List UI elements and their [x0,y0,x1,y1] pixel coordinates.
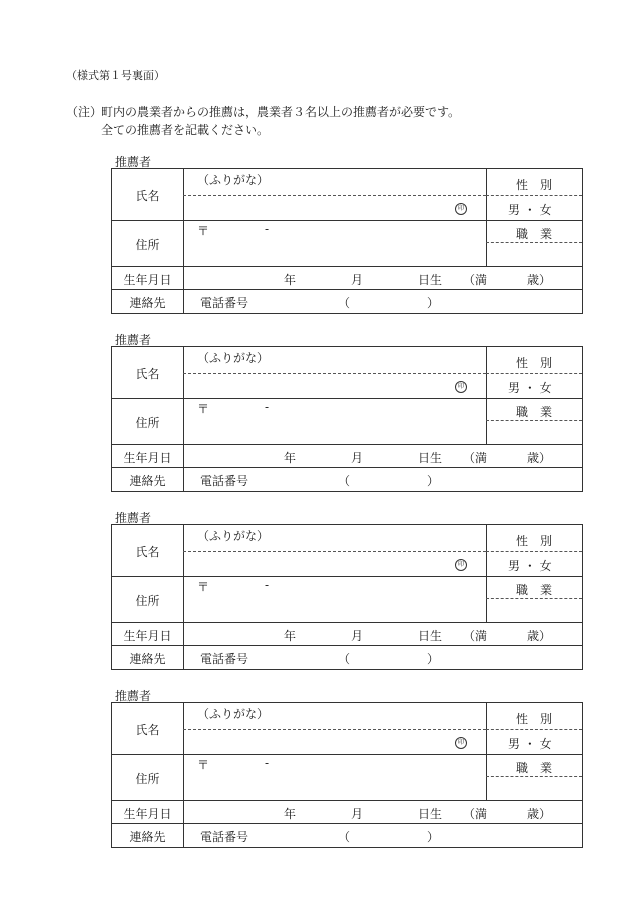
paren-open: （ [338,296,351,310]
gender-options[interactable]: 男 ・ 女 [508,737,552,751]
birthdate-field[interactable] [187,625,577,643]
block-title: 推薦者 [115,511,152,525]
postal-hyphen: - [265,400,270,414]
year-label: 年 [284,451,297,465]
recommender-block [111,331,583,503]
year-label: 年 [284,807,297,821]
age-open-label: （満 [463,273,488,287]
occupation-field[interactable] [490,779,578,797]
recommender-table [111,168,583,314]
occupation-label: 職 業 [516,761,553,775]
recommender-block [111,153,583,325]
address-field[interactable] [187,401,482,441]
day-born-label: 日生 [418,451,443,465]
paren-close: ） [427,296,440,310]
name-label: 氏名 [135,723,160,737]
postal-hyphen: - [265,578,270,592]
name-label: 氏名 [135,367,160,381]
month-label: 月 [351,807,364,821]
age-close-label: 歳） [527,273,552,287]
phone-label: 電話番号 [200,830,249,844]
birthdate-field[interactable] [187,803,577,821]
age-close-label: 歳） [527,451,552,465]
name-label: 氏名 [135,545,160,559]
month-label: 月 [351,273,364,287]
occupation-field[interactable] [490,601,578,619]
day-born-label: 日生 [418,629,443,643]
phone-field[interactable] [262,470,577,488]
postal-mark: 〒 [197,758,210,772]
phone-label: 電話番号 [200,474,249,488]
furigana-field[interactable] [187,528,482,548]
contact-label: 連絡先 [129,474,166,488]
birthdate-label: 生年月日 [123,807,172,821]
phone-field[interactable] [262,292,577,310]
furigana-field[interactable] [187,350,482,370]
postal-hyphen: - [265,222,270,236]
birthdate-field[interactable] [187,447,577,465]
age-open-label: （満 [463,629,488,643]
name-field[interactable] [187,732,449,752]
occupation-field[interactable] [490,423,578,441]
recommender-table [111,524,583,670]
birthdate-label: 生年月日 [123,273,172,287]
block-title: 推薦者 [115,155,152,169]
day-born-label: 日生 [418,807,443,821]
block-title: 推薦者 [115,333,152,347]
month-label: 月 [351,451,364,465]
occupation-label: 職 業 [516,405,553,419]
furigana-label: （ふりがな） [197,529,270,543]
name-label: 氏名 [135,189,160,203]
address-label: 住所 [135,416,160,430]
phone-field[interactable] [262,826,577,844]
furigana-field[interactable] [187,172,482,192]
phone-label: 電話番号 [200,296,249,310]
phone-label: 電話番号 [200,652,249,666]
furigana-label: （ふりがな） [197,173,270,187]
block-title: 推薦者 [115,689,152,703]
occupation-label: 職 業 [516,227,553,241]
gender-label: 性 別 [516,356,553,370]
postal-mark: 〒 [197,224,210,238]
paren-close: ） [427,474,440,488]
recommender-block [111,509,583,681]
address-field[interactable] [187,579,482,619]
furigana-field[interactable] [187,706,482,726]
paren-close: ） [427,830,440,844]
name-field[interactable] [187,554,449,574]
name-field[interactable] [187,198,449,218]
paren-open: （ [338,652,351,666]
gender-label: 性 別 [516,712,553,726]
contact-label: 連絡先 [129,830,166,844]
contact-label: 連絡先 [129,652,166,666]
seal-mark: 印 [455,203,467,215]
postal-mark: 〒 [197,402,210,416]
year-label: 年 [284,629,297,643]
address-field[interactable] [187,757,482,797]
address-field[interactable] [187,223,482,263]
gender-options[interactable]: 男 ・ 女 [508,559,552,573]
age-open-label: （満 [463,451,488,465]
gender-options[interactable]: 男 ・ 女 [508,381,552,395]
gender-label: 性 別 [516,178,553,192]
phone-field[interactable] [262,648,577,666]
furigana-label: （ふりがな） [197,351,270,365]
furigana-label: （ふりがな） [197,707,270,721]
recommender-block [111,687,583,859]
age-open-label: （満 [463,807,488,821]
birthdate-label: 生年月日 [123,451,172,465]
day-born-label: 日生 [418,273,443,287]
month-label: 月 [351,629,364,643]
year-label: 年 [284,273,297,287]
name-field[interactable] [187,376,449,396]
contact-label: 連絡先 [129,296,166,310]
note-line-1: 町内の農業者からの推薦は，農業者３名以上の推薦者が必要です。 [101,105,461,119]
gender-label: 性 別 [516,534,553,548]
paren-open: （ [338,830,351,844]
occupation-field[interactable] [490,245,578,263]
note-line-2: 全ての推薦者を記載ください。 [101,123,270,137]
occupation-label: 職 業 [516,583,553,597]
gender-options[interactable]: 男 ・ 女 [508,203,552,217]
note-label: （注） [66,105,103,119]
recommender-table [111,702,583,848]
postal-hyphen: - [265,756,270,770]
address-label: 住所 [135,772,160,786]
seal-mark: 印 [455,381,467,393]
age-close-label: 歳） [527,807,552,821]
postal-mark: 〒 [197,580,210,594]
age-close-label: 歳） [527,629,552,643]
seal-mark: 印 [455,559,467,571]
form-id: （様式第１号裏面） [66,69,165,82]
address-label: 住所 [135,594,160,608]
birthdate-label: 生年月日 [123,629,172,643]
paren-open: （ [338,474,351,488]
recommender-table [111,346,583,492]
seal-mark: 印 [455,737,467,749]
paren-close: ） [427,652,440,666]
address-label: 住所 [135,238,160,252]
birthdate-field[interactable] [187,269,577,287]
